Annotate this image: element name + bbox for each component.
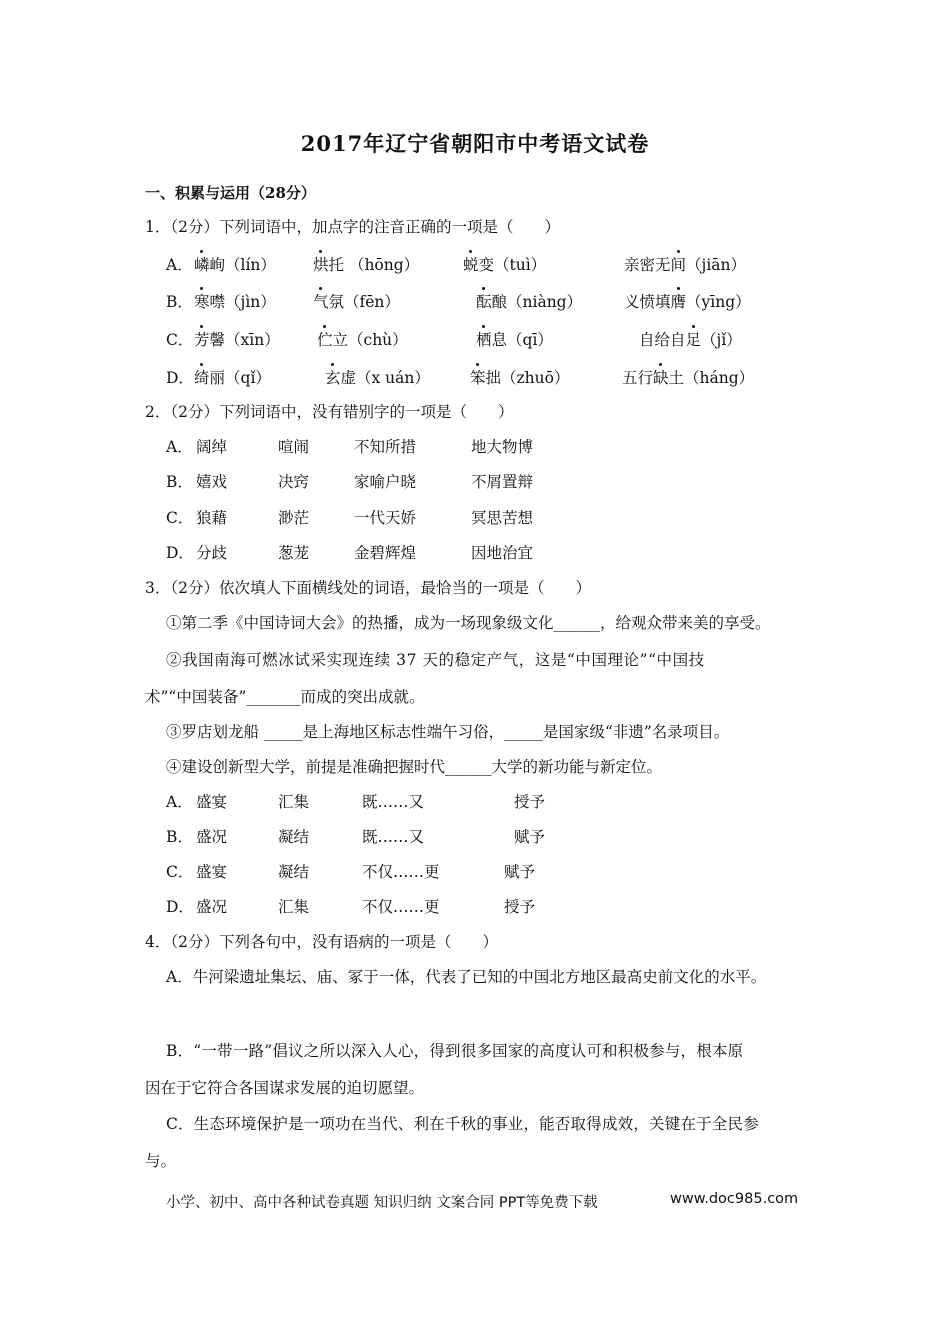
option-text: 五行 xyxy=(622,369,654,387)
dotted-character: 笨 xyxy=(470,369,486,387)
option-letter: C． xyxy=(166,509,194,527)
dotted-character: 栖 xyxy=(476,331,492,349)
question-4-option-c: C．生态环境保护是一项功在当代、利在千秋的事业，能否取得成效，关键在于全民参 xyxy=(166,1115,759,1133)
question-2-stem: 2．（2分）下列词语中，没有错别字的一项是（ ） xyxy=(145,403,514,421)
question-4-option-c-cont: 与。 xyxy=(145,1152,177,1170)
option-letter: A． xyxy=(166,438,193,456)
option-text: 丽（qǐ） xyxy=(209,369,271,387)
option-text: 馨（xīn） xyxy=(209,331,280,349)
option-item: 狼藉 xyxy=(196,509,228,527)
dotted-character: 足 xyxy=(685,331,702,349)
option-text: 土（háng） xyxy=(668,369,755,387)
option-item: 盛宴 xyxy=(196,863,228,881)
section-heading: 一、积累与运用（28分） xyxy=(145,184,316,202)
dotted-character: 寒 xyxy=(194,293,210,311)
option-text: 噤（jìn） xyxy=(209,293,276,311)
question-3-stem: 3．（2分）依次填人下面横线处的词语，最恰当的一项是（ ） xyxy=(145,579,591,597)
dotted-character: 缺 xyxy=(653,369,669,387)
question-3-sentence-2: ②我国南海可燃冰试采实现连续 37 天的稳定产气，这是“中国理论”“中国技 xyxy=(166,651,705,669)
question-4-option-b: B．“一带一路”倡议之所以深入人心，得到很多国家的高度认可和积极参与，根本原 xyxy=(166,1042,744,1060)
option-letter: A． xyxy=(166,793,193,811)
dotted-character: 酝 xyxy=(476,293,492,311)
option-text: 义愤填 xyxy=(624,293,671,311)
option-item xyxy=(463,255,546,275)
option-letter: A． xyxy=(166,256,193,274)
option-text: （jǐ） xyxy=(701,331,742,349)
option-letter: B． xyxy=(166,473,193,491)
option-item: 不知所措 xyxy=(354,438,417,456)
option-item: 因地治宜 xyxy=(471,544,534,562)
question-4-option-b-cont: 因在于它符合各国谋求发展的迫切愿望。 xyxy=(145,1079,425,1097)
option-item: 嬉戏 xyxy=(196,473,228,491)
option-text: 酿（niàng） xyxy=(491,293,583,311)
dotted-character: 玄 xyxy=(325,369,341,387)
option-item: 决窍 xyxy=(278,473,310,491)
option-item: 冥思苦想 xyxy=(471,509,534,527)
option-text: 托 （hōng） xyxy=(328,256,420,274)
option-text: 峋（lín） xyxy=(209,256,276,274)
option-item: 分歧 xyxy=(196,544,228,562)
option-item xyxy=(476,292,582,312)
option-item xyxy=(624,292,751,312)
option-item xyxy=(476,330,553,350)
option-item xyxy=(313,255,419,275)
dotted-character: 芳 xyxy=(194,331,210,349)
option-text: 拙（zhuō） xyxy=(485,369,570,387)
option-item: 地大物博 xyxy=(471,438,534,456)
option-text: （yīng） xyxy=(686,293,751,311)
option-item: 一代天娇 xyxy=(354,509,417,527)
option-item: 金碧辉煌 xyxy=(354,544,417,562)
option-text: 虚（x uán） xyxy=(340,369,430,387)
option-item: 凝结 xyxy=(278,828,310,846)
option-text: 亲密无 xyxy=(624,256,671,274)
option-item: 既……又 xyxy=(362,793,425,811)
question-1-stem: 1．（2分）下列词语中，加点字的注音正确的一项是（ ） xyxy=(145,218,560,236)
dotted-character: 气 xyxy=(313,293,329,311)
option-item: 不仅……更 xyxy=(362,898,440,916)
option-letter: D． xyxy=(166,369,194,387)
option-item: 盛况 xyxy=(196,828,228,846)
option-item: 喧闹 xyxy=(278,438,310,456)
option-item: 葱茏 xyxy=(278,544,310,562)
option-item xyxy=(624,255,746,275)
option-item xyxy=(317,330,408,350)
option-item: 凝结 xyxy=(278,863,310,881)
question-3-sentence-3: ③罗店划龙船 _____是上海地区标志性端午习俗，_____是国家级“非遗”名录项目。 xyxy=(166,723,730,741)
option-item xyxy=(639,330,742,350)
dotted-character: 烘 xyxy=(313,256,329,274)
option-item xyxy=(622,368,754,388)
option-letter: B． xyxy=(166,828,193,846)
option-item: 授予 xyxy=(504,898,536,916)
option-item xyxy=(194,330,280,350)
option-item: 既……又 xyxy=(362,828,425,846)
option-item xyxy=(194,368,271,388)
dotted-character: 膺 xyxy=(670,293,687,311)
option-item: 盛宴 xyxy=(196,793,228,811)
option-text: 自给自 xyxy=(639,331,686,349)
option-text: 立（chù） xyxy=(332,331,408,349)
option-text: 变（tuì） xyxy=(478,256,547,274)
option-text: 氛（fēn） xyxy=(328,293,400,311)
option-item xyxy=(470,368,569,388)
option-item xyxy=(325,368,430,388)
page-title: 2017年辽宁省朝阳市中考语文试卷 xyxy=(300,131,650,156)
option-item: 渺茫 xyxy=(278,509,310,527)
footer xyxy=(166,1191,799,1212)
option-letter: C． xyxy=(166,863,194,881)
dotted-character: 绮 xyxy=(194,369,210,387)
question-4-option-a: A．牛河梁遗址集坛、庙、冢于一体，代表了已知的中国北方地区最高史前文化的水平。 xyxy=(166,968,767,986)
option-item: 不屑置辩 xyxy=(471,473,534,491)
option-item: 家喻户晓 xyxy=(354,473,417,491)
question-4-stem: 4．（2分）下列各句中，没有语病的一项是（ ） xyxy=(145,933,498,951)
option-item: 汇集 xyxy=(278,898,310,916)
option-item: 盛况 xyxy=(196,898,228,916)
option-item: 阔绰 xyxy=(196,438,228,456)
option-text: （jiān） xyxy=(686,256,747,274)
option-item xyxy=(194,292,276,312)
option-letter: D． xyxy=(166,544,194,562)
option-item: 赋予 xyxy=(504,863,536,881)
question-3-sentence-4: ④建设创新型大学，前提是准确把握时代______大学的新功能与新定位。 xyxy=(166,758,663,776)
option-item xyxy=(313,292,400,312)
dotted-character: 伫 xyxy=(317,331,333,349)
option-letter: B． xyxy=(166,293,193,311)
footer-text: 小学、初中、高中各种试卷真题 知识归纳 文案合同 PPT等免费下载 xyxy=(166,1195,598,1211)
question-3-sentence-2-cont: 术”“中国装备”_______而成的突出成就。 xyxy=(145,688,425,706)
dotted-character: 嶙 xyxy=(194,256,210,274)
option-item xyxy=(194,255,276,275)
option-item: 赋予 xyxy=(514,828,546,846)
option-letter: D． xyxy=(166,898,194,916)
question-3-sentence-1: ①第二季《中国诗词大会》的热播，成为一场现象级文化______，给观众带来美的享受。 xyxy=(166,614,771,632)
option-item: 授予 xyxy=(514,793,546,811)
option-text: 息（qī） xyxy=(491,331,553,349)
dotted-character: 间 xyxy=(670,256,687,274)
footer-website-link[interactable]: www.doc985.com xyxy=(670,1191,799,1207)
option-item: 不仅……更 xyxy=(362,863,440,881)
option-item: 汇集 xyxy=(278,793,310,811)
dotted-character: 蜕 xyxy=(463,256,479,274)
option-letter: C． xyxy=(166,331,194,349)
